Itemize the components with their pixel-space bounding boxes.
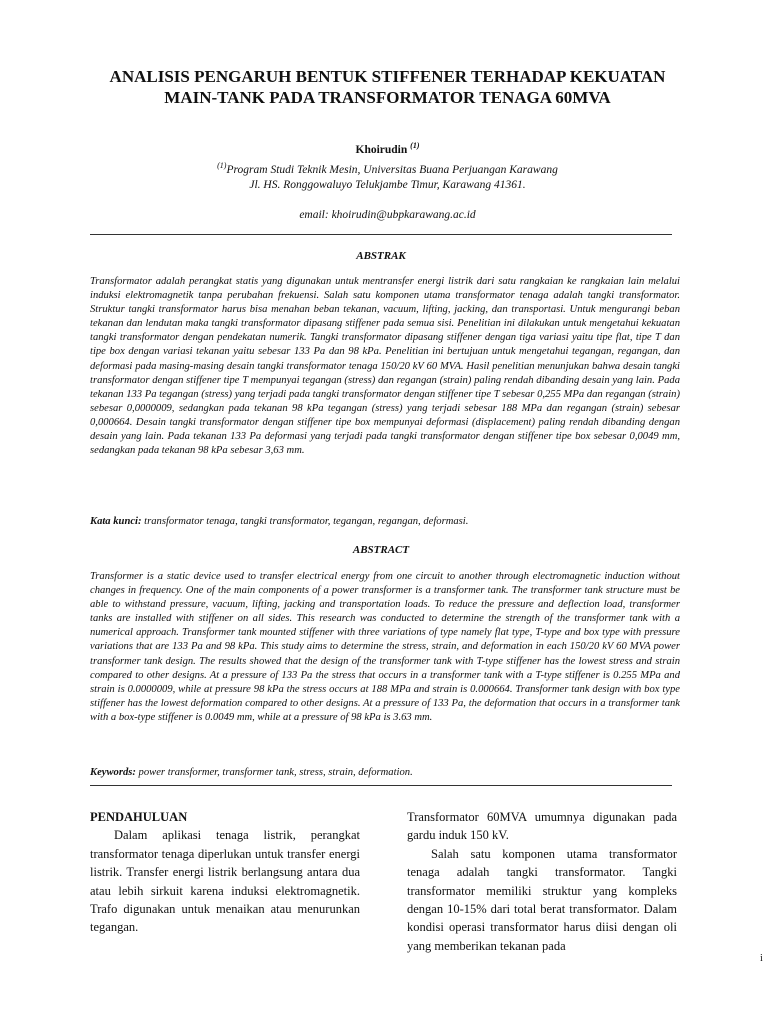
keywords-label: Keywords: bbox=[90, 767, 136, 778]
affiliation-text: Program Studi Teknik Mesin, Universitas Buana Perjuangan Karawang bbox=[226, 163, 558, 176]
pendahuluan-heading: PENDAHULUAN bbox=[90, 810, 188, 824]
intro-paragraph-1: Dalam aplikasi tenaga listrik, perangkat transformator tenaga diperlukan untuk transfer energi listrik. Transfer energi listrik berlangsung antara dua atau lebih sirkuit karena induksi elektromagnetik. Trafo digunakan untuk menaikan atau menurunkan tegangan. bbox=[90, 828, 360, 935]
page-number: i bbox=[760, 953, 763, 964]
author-name-text: Khoirudin bbox=[355, 143, 408, 156]
abstract-body: Transformer is a static device used to transfer electrical energy from one circuit to another through electromagnetic induction without changes in frequency. One of the main components of a power transformer is a transformer tank. The transformer tank structure must be able to withstand pressure, vacuum, lifting, jacking and transportation loads. To reduce the pressure and deflection load, transformer tanks are installed with stiffener on all sides. This research was conducted to determine the strength of the transformer tank with a numerical approach. Transformer tank mounted stiffener with three variations of type namely flat type, T-type and box type with pressure variations that are 133 Pa and 98 kPa. This study aims to determine the stress, strain, and deformation in each 150/20 kV 60 MVA power transformer tank design. The results showed that the design of the transformer tank with T-type stiffener has the lowest stress and strain compared to other designs. At a pressure of 133 Pa the stress that occurs in a transformer tank with a T-type stiffener is 0.255 MPa and strain is 0.0000009, while at pressure 98 kPa the stress occurs at 188 MPa and strain is 0.000664. Transformer tank design with box type stiffener has the lowest deformation compared to other designs. At a pressure of 133 Pa, the deformation that occurs in a transformer tank with a box-type stiffener is 0.0049 mm, while at a pressure of 98 kPa is 3.63 mm. bbox=[90, 571, 680, 723]
keywords-text: power transformer, transformer tank, stress, strain, deformation. bbox=[135, 767, 413, 778]
author-email: email: khoirudin@ubpkarawang.ac.id bbox=[299, 208, 476, 221]
abstrak-heading: ABSTRAK bbox=[356, 250, 406, 262]
paper-title: ANALISIS PENGARUH BENTUK STIFFENER TERHADAP KEKUATAN MAIN-TANK PADA TRANSFORMATOR TENAGA 60MVA bbox=[109, 67, 666, 107]
author-block bbox=[100, 138, 675, 223]
abstrak-body: Transformator adalah perangkat statis yang digunakan untuk mentransfer energi listrik dari satu rangkaian ke rangkaian lain melalui induksi elektromagnetik tanpa perubahan frekuensi. Salah satu komponen utama transformator tenaga adalah tangki transformator. Struktur tangki transformator harus bisa menahan beban tekanan, vacuum, lifting, jacking, dan transportasi. Untuk mengurangi beban tekanan dan lendutan maka tangki transformator dipasang stiffener pada semua sisi. Penelitian ini dilakukan untuk mengetahui kekuatan tangki transformator dengan pendekatan numerik. Tangki transformator dipasang stiffener dengan tiga variasi yaitu tipe flat, tipe T dan tipe box dengan variasi tekanan yaitu sebesar 133 Pa dan 98 kPa. Penelitian ini bertujuan untuk mengetahui tegangan, regangan, dan deformasi pada masing-masing desain tangki transformator tenaga 150/20 kV 60 MVA. Hasil penelitian menunjukan bahwa desain tangki transformator dengan stiffener tipe T mempunyai tegangan (stress) dan regangan (strain) paling rendah dibanding desain yang lain. Pada tekanan 133 Pa tegangan (stress) yang terjadi pada tangki transformator dengan stiffener tipe T sebesar 0,255 MPa dan regangan (strain) sebesar 0,0000009, sedangkan pada tekanan 98 kPa tegangan (stress) yang terjadi sebesar 188 MPa dan regangan (strain) sebesar 0,000664. Desain tangki transformator dengan stiffener tipe box mempunyai deformasi (displacement) paling rendah dibanding dengan desain yang lain. Pada tekanan 133 Pa deformasi yang terjadi pada tangki transformator dengan stiffener tipe box sebesar 0,0049 mm, sedangkan pada tekanan 98 kPa sebesar 3,63 mm. bbox=[90, 276, 680, 457]
abstract-keywords bbox=[90, 766, 680, 780]
author-affiliation bbox=[100, 158, 675, 178]
abstract-heading: ABSTRACT bbox=[352, 544, 410, 556]
intro-paragraph-3: Salah satu komponen utama transformator tenaga adalah tangki transformator. Tangki transformator memiliki struktur yang kompleks dengan 10-15% dari total berat transformator. Dalam kondisi operasi transformator harus diisi dengan oli yang memberikan tekanan pada bbox=[407, 846, 677, 953]
top-divider bbox=[90, 234, 672, 235]
author-superscript: (1) bbox=[410, 141, 420, 150]
bottom-divider bbox=[90, 785, 672, 786]
kata-kunci-label: Kata kunci: bbox=[90, 516, 142, 527]
affiliation-superscript: (1) bbox=[217, 160, 227, 170]
intro-right-column bbox=[407, 808, 677, 955]
intro-paragraph-2: Transformator 60MVA umumnya digunakan pada gardu induk 150 kV. bbox=[407, 810, 677, 843]
author-name bbox=[100, 138, 675, 158]
author-address: Jl. HS. Ronggowaluyo Telukjambe Timur, Karawang 41361. bbox=[249, 178, 526, 191]
kata-kunci-text: transformator tenaga, tangki transformator, tegangan, regangan, deformasi. bbox=[141, 516, 469, 527]
intro-left-column bbox=[90, 808, 360, 937]
abstrak-keywords bbox=[90, 515, 680, 529]
